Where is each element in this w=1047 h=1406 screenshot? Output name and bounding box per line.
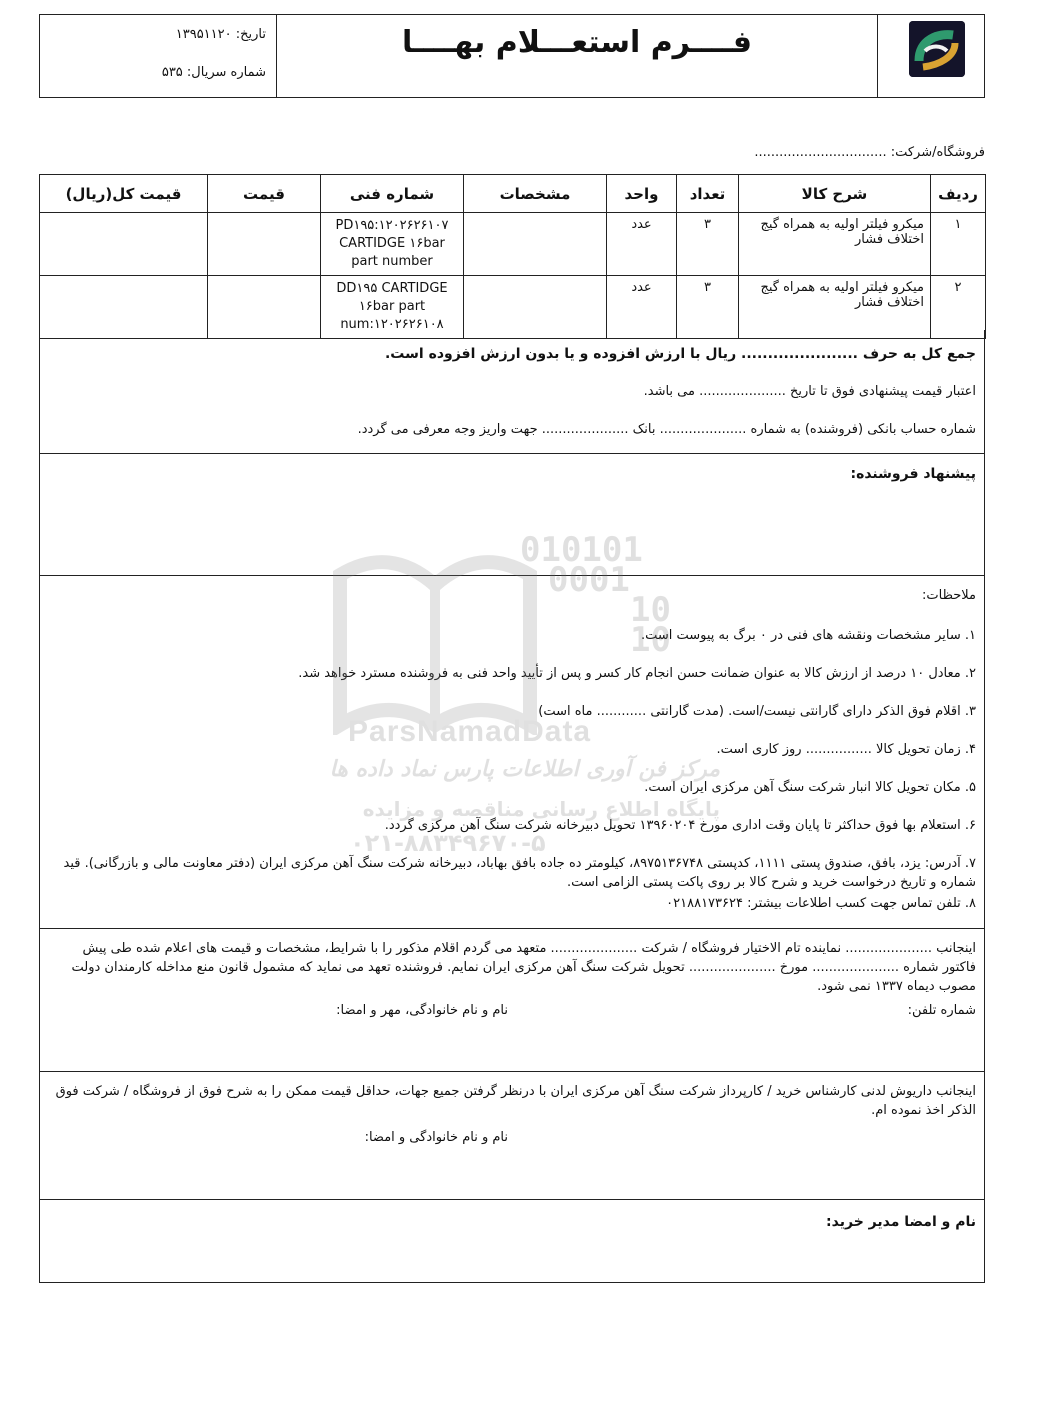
col-header-quantity: تعداد [677, 175, 739, 213]
item-description: میکرو فیلتر اولیه به همراه گیج اختلاف فشار [739, 276, 931, 339]
watermark-binary: 010101 0001 10 10 [520, 530, 671, 660]
table-header-row [40, 175, 986, 213]
item-part-number: PD۱۹۵:۱۲۰۲۶۲۶۱۰۷ CARTIDGE ۱۶bar part number [321, 213, 464, 276]
bank-account: شماره حساب بانکی (فروشنده) به شماره ..................... بانک ..................... جهت واریز وجه معرفی می گردد. [357, 422, 976, 437]
watermark-brand: ParsNamadData [348, 715, 592, 748]
price-validity: اعتبار قیمت پیشنهادی فوق تا تاریخ ..................... می باشد. [643, 384, 976, 399]
item-total-price[interactable] [40, 213, 208, 276]
manager-signature-title: نام و امضا مدیر خرید: [826, 1214, 976, 1230]
item-quantity: ۳ [677, 276, 739, 339]
note-item: ۳. اقلام فوق الذکر دارای گارانتی نیست/است. (مدت گارانتی ............ ماه است) [538, 704, 976, 719]
note-item: ۷. آدرس: یزد، بافق، صندوق پستی ۱۱۱۱، کدپستی ۸۹۷۵۱۳۶۷۴۸، کیلومتر ده جاده بافق بهاباد، دبیرخانه شرکت سنگ آهن مرکزی ایران (دفتر معاونت مالی و بازرگانی). قید شماره و تاریخ درخواست خرید و شرح کالا بر روی پاکت پستی الزامی است. [63, 856, 976, 890]
watermark-phone: ۰۲۱-۸۸۳۴۹۶۷۰-۵ [350, 829, 546, 857]
form-title: فــــرم استعـــلام بهــــا [401, 25, 753, 60]
row-num: ۲ [931, 276, 986, 339]
phone-label: شماره تلفن: [907, 1003, 976, 1018]
form-header [39, 14, 985, 98]
seller-signature-label: نام و نام خانوادگی، مهر و امضا: [336, 1003, 508, 1018]
item-unit: عدد [607, 213, 677, 276]
note-item: ۵. مکان تحویل کالا انبار شرکت سنگ آهن مرکزی ایران است. [644, 780, 976, 795]
expert-signature-label: نام و نام خانوادگی و امضا: [364, 1130, 508, 1145]
table-row [40, 213, 986, 276]
date-label: تاریخ: ۱۳۹۵۱۱۲۰ [175, 27, 266, 42]
company-logo [909, 21, 965, 77]
note-item: ۲. معادل ۱۰ درصد از ارزش کالا به عنوان ضمانت حسن انجام کار کسر و پس از تأیید واحد فنی به فروشنده مسترد خواهد شد. [298, 666, 976, 681]
watermark-book-icon [330, 535, 540, 735]
item-specs[interactable] [464, 213, 607, 276]
watermark-line2: پایگاه اطلاع رسانی مناقصه و مزایده [362, 797, 720, 821]
watermark [320, 530, 720, 857]
note-item: ۶. استعلام بها فوق حداکثر تا پایان وقت اداری مورخ ۱۳۹۶۰۲۰۴ تحویل دبیرخانه شرکت سنگ آهن مرکزی گردد. [384, 818, 976, 833]
col-header-row-num: ردیف [931, 175, 986, 213]
item-part-number: DD۱۹۵ CARTIDGE ۱۶bar part num:۱۲۰۲۶۲۶۱۰۸ [321, 276, 464, 339]
item-unit: عدد [607, 276, 677, 339]
notes-title: ملاحظات: [922, 588, 976, 603]
items-table [39, 174, 986, 339]
expert-text: اینجانب داریوش لدنی کارشناس خرید / کارپرداز شرکت سنگ آهن مرکزی ایران با درنظر گرفتن جمیع جهات، حداقل قیمت ممکن را به شرح فوق از فروشگاه / شرکت فوق الذکر اخذ نموده ام. [55, 1084, 976, 1118]
col-header-price: قیمت [208, 175, 321, 213]
store-name-line: فروشگاه/شرکت: ................................ [754, 145, 985, 160]
item-quantity: ۳ [677, 213, 739, 276]
note-item: ۴. زمان تحویل کالا ................ روز کاری است. [716, 742, 976, 757]
commitment-text: اینجانب ..................... نماینده تام الاختیار فروشگاه / شرکت ..................... متعهد می گردم اقلام مذکور را با شرایط، مشخصات و قیمت های اعلام شده طی پیش فاکتور شماره ..................... مورخ ..................... تحویل شرکت سنگ آهن مرکزی ایران نمایم. فروشنده تعهد می نماید که مشمول قانون منع مداخله کارمندان دولت مصوب دیماه ۱۳۳۷ نمی شود. [71, 941, 976, 994]
serial-label: شماره سریال: ۵۳۵ [161, 65, 266, 80]
col-header-description: شرح کالا [739, 175, 931, 213]
manager-section [39, 1199, 985, 1283]
col-header-total-price: قیمت کل(ریال) [40, 175, 208, 213]
total-in-words: جمع کل به حرف ...................... ریال با ارزش افزوده و یا بدون ارزش افزوده است. [384, 346, 976, 362]
watermark-line1: مرکز فن آوری اطلاعات پارس نماد داده ها [329, 757, 720, 782]
expert-section [39, 1071, 985, 1200]
logo-cell [877, 15, 984, 97]
item-description: میکرو فیلتر اولیه به همراه گیج اختلاف فشار [739, 213, 931, 276]
note-item: ۱. سایر مشخصات ونقشه های فنی در ۰ برگ به پیوست است. [640, 628, 976, 643]
seller-offer-title: پیشنهاد فروشنده: [850, 466, 976, 482]
summary-section [39, 330, 985, 454]
item-price[interactable] [208, 213, 321, 276]
col-header-unit: واحد [607, 175, 677, 213]
col-header-part-number: شماره فنی [321, 175, 464, 213]
col-header-specs: مشخصات [464, 175, 607, 213]
commitment-section [39, 928, 985, 1072]
note-item: ۸. تلفن تماس جهت کسب اطلاعات بیشتر: ۰۲۱۸۸۱۷۳۶۲۴ [666, 896, 976, 911]
row-num: ۱ [931, 213, 986, 276]
header-meta [40, 15, 277, 97]
